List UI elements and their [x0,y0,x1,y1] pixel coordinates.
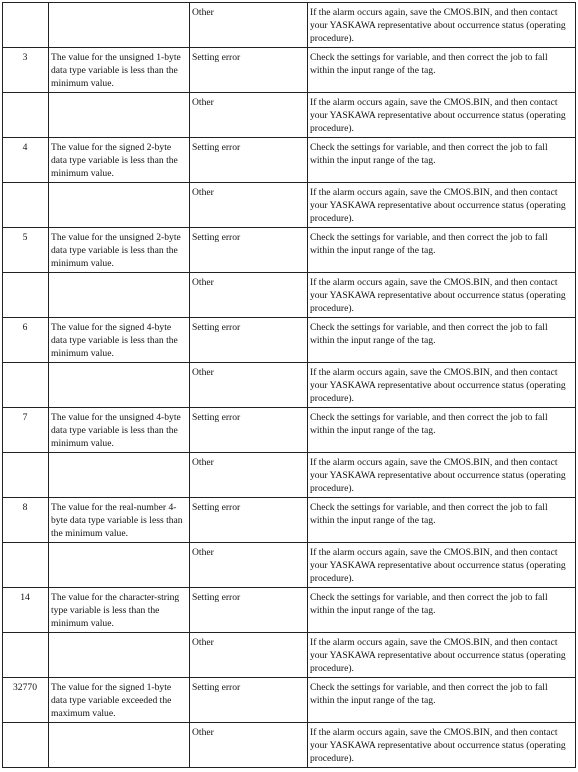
alarm-number [3,3,49,48]
alarm-number [3,93,49,138]
alarm-number [3,543,49,588]
alarm-remedy: If the alarm occurs again, save the CMOS.BIN, and then contact your YASKAWA representative about occurrence status (operating procedure). [308,633,576,678]
table-row [3,228,576,273]
alarm-remedy: If the alarm occurs again, save the CMOS.BIN, and then contact your YASKAWA representative about occurrence status (operating procedure). [308,723,576,768]
alarm-number [3,183,49,228]
alarm-description [49,453,190,498]
alarm-cause: Other [190,3,308,48]
alarm-number: 14 [3,588,49,633]
table-row [3,363,576,408]
alarm-cause: Other [190,93,308,138]
alarm-description: The value for the character-string type variable is less than the minimum value. [49,588,190,633]
alarm-description: The value for the unsigned 4-byte data type variable is less than the minimum value. [49,408,190,453]
alarm-number: 6 [3,318,49,363]
alarm-cause: Setting error [190,588,308,633]
alarm-description: The value for the signed 1-byte data type variable exceeded the maximum value. [49,678,190,723]
alarm-table-body [3,3,576,768]
alarm-cause: Other [190,633,308,678]
alarm-remedy: If the alarm occurs again, save the CMOS.BIN, and then contact your YASKAWA representative about occurrence status (operating procedure). [308,453,576,498]
alarm-description [49,183,190,228]
alarm-cause: Other [190,363,308,408]
alarm-number: 3 [3,48,49,93]
alarm-cause: Other [190,183,308,228]
alarm-remedy: Check the settings for variable, and then correct the job to fall within the input range of the tag. [308,678,576,723]
alarm-cause: Setting error [190,318,308,363]
alarm-cause: Setting error [190,678,308,723]
alarm-description: The value for the unsigned 2-byte data type variable is less than the minimum value. [49,228,190,273]
alarm-number [3,273,49,318]
alarm-description [49,543,190,588]
alarm-cause: Other [190,453,308,498]
alarm-table [2,2,576,768]
alarm-number: 7 [3,408,49,453]
alarm-description: The value for the unsigned 1-byte data type variable is less than the minimum value. [49,48,190,93]
alarm-remedy: Check the settings for variable, and then correct the job to fall within the input range of the tag. [308,498,576,543]
alarm-remedy: Check the settings for variable, and then correct the job to fall within the input range of the tag. [308,228,576,273]
alarm-cause: Setting error [190,498,308,543]
alarm-description [49,273,190,318]
alarm-remedy: If the alarm occurs again, save the CMOS.BIN, and then contact your YASKAWA representative about occurrence status (operating procedure). [308,93,576,138]
alarm-remedy: If the alarm occurs again, save the CMOS.BIN, and then contact your YASKAWA representative about occurrence status (operating procedure). [308,363,576,408]
alarm-description [49,3,190,48]
alarm-number: 8 [3,498,49,543]
table-row [3,273,576,318]
table-row [3,138,576,183]
table-row [3,3,576,48]
alarm-remedy: If the alarm occurs again, save the CMOS.BIN, and then contact your YASKAWA representative about occurrence status (operating procedure). [308,273,576,318]
table-row [3,453,576,498]
alarm-description: The value for the signed 4-byte data type variable is less than the minimum value. [49,318,190,363]
alarm-remedy: Check the settings for variable, and then correct the job to fall within the input range of the tag. [308,408,576,453]
alarm-remedy: If the alarm occurs again, save the CMOS.BIN, and then contact your YASKAWA representative about occurrence status (operating procedure). [308,183,576,228]
alarm-remedy: Check the settings for variable, and then correct the job to fall within the input range of the tag. [308,48,576,93]
table-row [3,678,576,723]
alarm-description: The value for the signed 2-byte data type variable is less than the minimum value. [49,138,190,183]
alarm-number [3,453,49,498]
alarm-number [3,363,49,408]
alarm-number [3,633,49,678]
table-row [3,408,576,453]
alarm-description [49,363,190,408]
table-row [3,318,576,363]
table-row [3,543,576,588]
alarm-remedy: If the alarm occurs again, save the CMOS.BIN, and then contact your YASKAWA representative about occurrence status (operating procedure). [308,543,576,588]
alarm-remedy: Check the settings for variable, and then correct the job to fall within the input range of the tag. [308,318,576,363]
alarm-number [3,723,49,768]
alarm-number: 5 [3,228,49,273]
alarm-cause: Setting error [190,48,308,93]
alarm-cause: Other [190,273,308,318]
table-row [3,93,576,138]
table-row [3,48,576,93]
table-row [3,723,576,768]
alarm-description [49,633,190,678]
table-row [3,498,576,543]
alarm-cause: Other [190,543,308,588]
alarm-cause: Setting error [190,138,308,183]
alarm-cause: Setting error [190,408,308,453]
table-row [3,588,576,633]
table-row [3,183,576,228]
alarm-description: The value for the real-number 4-byte data type variable is less than the minimum value. [49,498,190,543]
alarm-remedy: If the alarm occurs again, save the CMOS.BIN, and then contact your YASKAWA representative about occurrence status (operating procedure). [308,3,576,48]
alarm-remedy: Check the settings for variable, and then correct the job to fall within the input range of the tag. [308,138,576,183]
alarm-number: 4 [3,138,49,183]
alarm-remedy: Check the settings for variable, and then correct the job to fall within the input range of the tag. [308,588,576,633]
alarm-description [49,93,190,138]
alarm-description [49,723,190,768]
table-row [3,633,576,678]
alarm-cause: Other [190,723,308,768]
alarm-number: 32770 [3,678,49,723]
alarm-cause: Setting error [190,228,308,273]
